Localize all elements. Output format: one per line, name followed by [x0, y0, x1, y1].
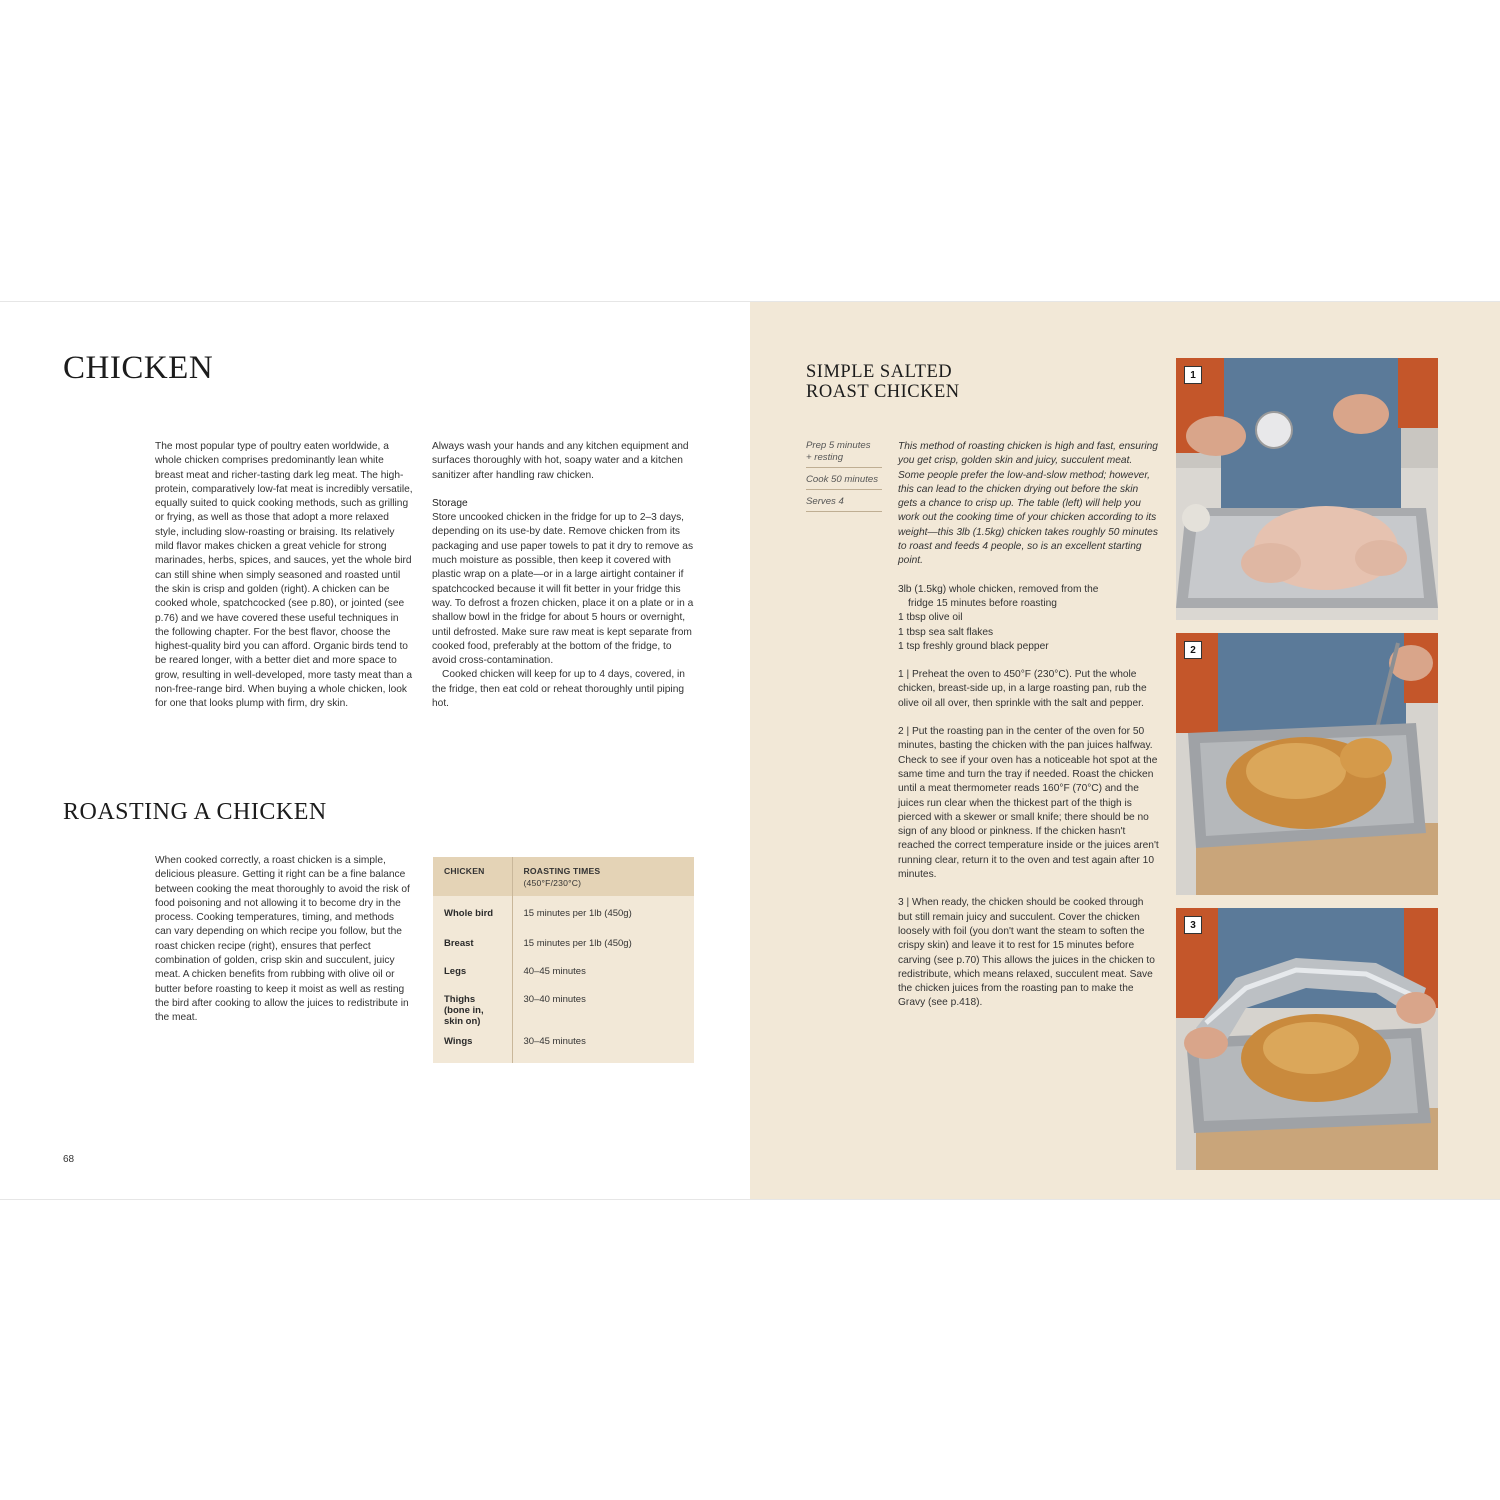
recipe-title — [806, 362, 960, 402]
recipe-title-line-2: ROAST CHICKEN — [806, 382, 960, 402]
roasting-text-column — [155, 854, 413, 1026]
table-cell-cut: Breast — [433, 929, 512, 957]
recipe-body — [898, 440, 1160, 1011]
table-cell-time: 30–40 minutes — [523, 994, 586, 1005]
right-page — [750, 302, 1500, 1199]
table-cell-time: 30–45 minutes — [523, 1036, 586, 1047]
table-cell-cut — [433, 985, 512, 1027]
method-step-1: 1 | Preheat the oven to 450°F (230°C). Put the whole chicken, breast-side up, in a large roasting pan, rub the olive oil all over, then sprinkle with the salt and pepper. — [898, 669, 1147, 709]
storage-paragraph: Store uncooked chicken in the fridge for up to 2–3 days, depending on its use-by date. Remove chicken from its packaging and use paper towels to pat it dry to remove as much moisture as possible, then keep it covered with plastic wrap on a plate—or in a large airtight container if spatchcocked because it will fit better in your fridge this way. To defrost a frozen chicken, place it on a plate or in a shallow bowl in the fridge for about 5 hours or overnight, until defrosted. Make sure raw meat is kept separate from cooked food, preferably at the bottom of the fridge, to avoid cross-contamination. — [432, 512, 694, 667]
step-photo-2 — [1176, 633, 1438, 895]
table-row — [433, 985, 694, 1027]
table-header-row — [433, 857, 694, 896]
roasting-times-table — [433, 857, 694, 1063]
roasted-chicken-photo — [1176, 633, 1438, 895]
page-title: CHICKEN — [63, 350, 214, 386]
prep-time — [806, 440, 882, 468]
step-badge-1: 1 — [1184, 366, 1202, 384]
foil-chicken-photo — [1176, 908, 1438, 1170]
table-cell-cut-detail: (bone in, skin on) — [444, 1005, 484, 1027]
method-step-3: 3 | When ready, the chicken should be cooked through but still remain juicy and succulent. Cover the chicken loosely with foil (you don't want the steam to soften the crispy skin) and leave it to rest for 15 minutes before carving (see p.70) This allows the juices in the chicken to redistribute, which means relaxed, succulent meat. Save the chicken juices from the roasting pan to make the Gravy (see p.418). — [898, 897, 1155, 1009]
page-number: 68 — [63, 1154, 75, 1165]
recipe-meta — [806, 440, 882, 518]
ingredient-item-continued: fridge 15 minutes before roasting — [908, 597, 1057, 609]
raw-chicken-photo — [1176, 358, 1438, 620]
step-photo-3 — [1176, 908, 1438, 1170]
table-row — [433, 957, 694, 985]
prep-time-line-2: + resting — [806, 452, 844, 463]
table-header-times-label: ROASTING TIMES — [523, 866, 601, 876]
table-header-times — [512, 857, 694, 896]
roasting-paragraph: When cooked correctly, a roast chicken is a simple, delicious pleasure. Getting it right can be a fine balance between cooking the meat thoroughly to avoid the risk of food poisoning and not allowing it to become dry in the process. Cooking temperatures, timing, and methods can vary depending on which recipe you follow, but the roast chicken recipe (right), ensures that perfect combination of golden, crisp skin and succulent, juicy meat. A chicken benefits from rubbing with olive oil or butter before roasting to keep it moist as well as resting the bird after cooking to allow the juices to redistribute in the meat. — [155, 855, 410, 1024]
ingredient-item: 3lb (1.5kg) whole chicken, removed from the — [898, 583, 1099, 595]
table-cell-cut: Whole bird — [433, 896, 512, 929]
intro-column-1 — [155, 440, 413, 712]
table-cell-time: 40–45 minutes — [523, 966, 586, 977]
table-header-chicken: CHICKEN — [433, 857, 512, 896]
ingredient-item: 1 tbsp olive oil — [898, 612, 963, 624]
cook-time: Cook 50 minutes — [806, 474, 882, 490]
table-cell-cut: Wings — [433, 1027, 512, 1063]
step-badge-3: 3 — [1184, 916, 1202, 934]
hygiene-paragraph: Always wash your hands and any kitchen equipment and surfaces thoroughly with hot, soapy water and a kitchen sanitizer after handling raw chicken. — [432, 441, 689, 481]
recipe-intro: This method of roasting chicken is high and fast, ensuring you get crisp, golden skin and juicy, succulent meat. Some people prefer the low-and-slow method; however, this can lead to the chicken drying out before the skin gets a chance to crisp up. The table (left) will help you work out the cooking time of your chicken according to its weight—this 3lb (1.5kg) chicken takes roughly 50 minutes to roast and feeds 4 people, so is an excellent starting point. — [898, 441, 1158, 567]
ingredient-item: 1 tbsp sea salt flakes — [898, 626, 994, 638]
table-header-temperature: (450°F/230°C) — [523, 878, 582, 888]
prep-time-line-1: Prep 5 minutes — [806, 440, 871, 451]
recipe-title-line-1: SIMPLE SALTED — [806, 362, 953, 382]
servings: Serves 4 — [806, 496, 882, 512]
method-step-2: 2 | Put the roasting pan in the center of the oven for 50 minutes, basting the chicken with the pan juices halfway. Check to see if your oven has a noticeable hot spot at the same time and turn the tray if needed. Roast the chicken until a meat thermometer reads 160°F (70°C) and the juices run clear when the thickest part of the thigh is pierced with a skewer or small knife; there should be no sign of any blood or pinkness. If the chicken hasn't reached the correct temperature inside or the juices aren't running clear, return it to the oven and test again after 10 minutes. — [898, 726, 1159, 881]
table-cell-time: 15 minutes per 1lb (450g) — [523, 908, 632, 919]
ingredient-item: 1 tsp freshly ground black pepper — [898, 640, 1049, 652]
table-row — [433, 1027, 694, 1063]
storage-paragraph-2: Cooked chicken will keep for up to 4 days, covered, in the fridge, then eat cold or reheat thoroughly until piping hot. — [432, 669, 685, 710]
table-cell-cut-name: Thighs — [444, 994, 476, 1005]
intro-paragraph: The most popular type of poultry eaten worldwide, a whole chicken comprises predominantly lean white breast meat and richer-tasting dark leg meat. The high-protein, comparatively low-fat meat is incredibly versatile, equally suited to quick cooking methods, such as grilling or frying, as well as those that adopt a more relaxed style, including slow-roasting or braising. Its relatively mild flavor makes chicken a great vehicle for strong marinades, herbs, spices, and sauces, yet the whole bird can still shine when simply seasoned and roasted until the skin is crisp and golden (right). A chicken can be cooked whole, spatchcocked (see p.80), or jointed (see p.76) and we have covered these useful techniques in the following chapter. For the best flavor, choose the highest-quality bird you can afford. Organic birds tend to be reared longer, with a better diet and more space to grow, resulting in well-developed, more tasty meat than a non-free-range bird. When buying a whole chicken, look for one that looks plump with firm, dry skin. — [155, 441, 413, 710]
step-photo-1 — [1176, 358, 1438, 620]
left-page — [0, 302, 750, 1199]
storage-heading: Storage — [432, 497, 468, 509]
book-spread — [0, 301, 1500, 1200]
section-title: ROASTING A CHICKEN — [63, 799, 327, 825]
table-row — [433, 896, 694, 929]
table-row — [433, 929, 694, 957]
step-badge-2: 2 — [1184, 641, 1202, 659]
table-cell-time: 15 minutes per 1lb (450g) — [523, 938, 632, 949]
table-cell-cut: Legs — [433, 957, 512, 985]
intro-column-2 — [432, 440, 694, 711]
